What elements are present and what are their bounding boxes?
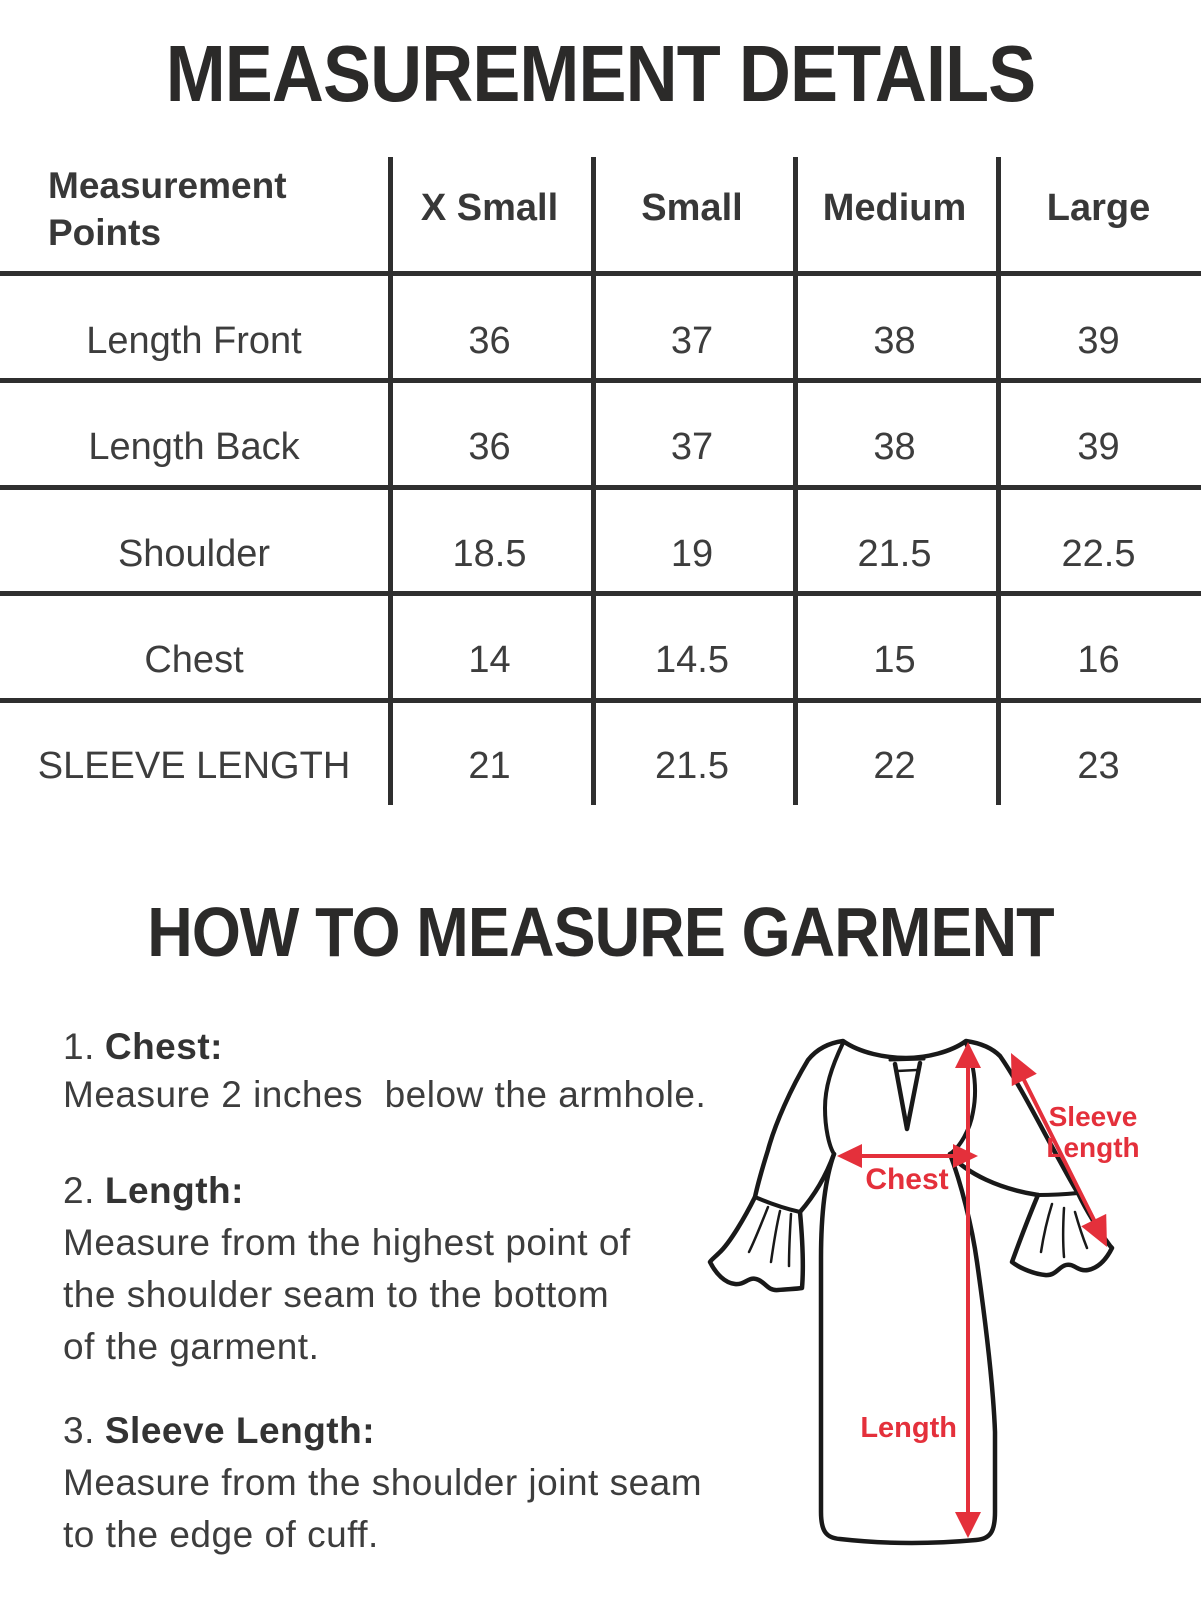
right-cuff-seam	[1038, 1193, 1078, 1195]
sleeve-length-arrow-label-line2: Length	[1046, 1132, 1140, 1163]
right-bell-gathers	[1041, 1204, 1087, 1257]
cell-value: 39	[1077, 320, 1120, 362]
table-column-divider	[591, 157, 596, 805]
cell-value: 37	[670, 320, 714, 362]
instruction-text: Measure from the highest point of	[63, 1222, 631, 1263]
cell-value: 14.5	[655, 639, 729, 681]
cell-value: 21.5	[857, 533, 932, 575]
page-title: MEASUREMENT DETAILS	[165, 29, 1036, 118]
instruction-number: 1.	[63, 1026, 95, 1067]
table-header-small: Small	[641, 187, 743, 229]
chest-arrow-label: Chest	[865, 1163, 949, 1196]
instruction-number: 2.	[63, 1170, 95, 1211]
instruction-keyword: Length:	[104, 1170, 244, 1211]
table-header-medium: Medium	[822, 187, 967, 229]
instruction-text: Measure from the shoulder joint seam	[63, 1462, 703, 1503]
garment-diagram	[690, 1000, 1160, 1590]
table-row-divider	[0, 271, 1201, 276]
cell-value: 22	[873, 745, 916, 787]
row-label: Length Front	[86, 320, 302, 362]
table-column-divider	[793, 157, 798, 805]
sleeve-length-arrow-label-line1: Sleeve	[1048, 1101, 1138, 1132]
how-to-measure-title: HOW TO MEASURE GARMENT	[147, 893, 1054, 971]
instruction-length	[63, 1165, 631, 1373]
instruction-sleeve-length	[63, 1405, 702, 1561]
table-column-divider	[388, 157, 393, 805]
left-armhole-seam	[825, 1043, 843, 1154]
cell-value: 37	[670, 426, 714, 468]
table-header-measurement-points: Measurement Points	[48, 165, 287, 253]
instruction-text: Measure 2 inches below the armhole.	[63, 1074, 707, 1115]
table-header-xsmall: X Small	[420, 187, 559, 229]
instruction-text: of the garment.	[63, 1326, 320, 1367]
instruction-text: the shoulder seam to the bottom	[63, 1274, 610, 1315]
length-arrow-label: Length	[860, 1412, 957, 1444]
table-column-divider	[996, 157, 1001, 805]
cell-value: 18.5	[452, 533, 527, 575]
cell-value: 15	[873, 639, 916, 681]
cell-value: 38	[873, 426, 916, 468]
instruction-number: 3.	[63, 1410, 95, 1451]
cell-value: 16	[1077, 639, 1120, 681]
cell-value: 36	[468, 320, 511, 362]
cell-value: 21.5	[655, 745, 729, 787]
row-label: SLEEVE LENGTH	[37, 745, 351, 787]
cell-value: 14	[468, 639, 511, 681]
neck-notch-v	[895, 1063, 920, 1129]
left-bell-gathers	[749, 1207, 791, 1266]
cell-value: 19	[670, 533, 714, 575]
instruction-text: to the edge of cuff.	[63, 1514, 379, 1555]
cell-value: 36	[468, 426, 511, 468]
neck-notch-inner-bar	[897, 1070, 917, 1071]
table-header-large: Large	[1046, 187, 1151, 229]
row-label: Shoulder	[117, 533, 271, 575]
instruction-keyword: Sleeve Length:	[104, 1410, 376, 1451]
table-row-divider	[0, 378, 1201, 383]
row-label: Chest	[144, 639, 244, 681]
cell-value: 23	[1077, 745, 1120, 787]
instruction-chest	[63, 1023, 706, 1119]
cell-value: 38	[873, 320, 916, 362]
neck-notch-bar	[890, 1059, 924, 1060]
cell-value: 21	[468, 745, 511, 787]
row-label: Length Back	[88, 426, 300, 468]
instruction-keyword: Chest:	[104, 1026, 223, 1067]
table-row-divider	[0, 698, 1201, 703]
table-row-divider	[0, 591, 1201, 596]
table-row-divider	[0, 485, 1201, 490]
length-arrow	[955, 1042, 981, 1538]
left-cuff-seam	[755, 1197, 800, 1212]
cell-value: 22.5	[1061, 533, 1136, 575]
cell-value: 39	[1077, 426, 1120, 468]
